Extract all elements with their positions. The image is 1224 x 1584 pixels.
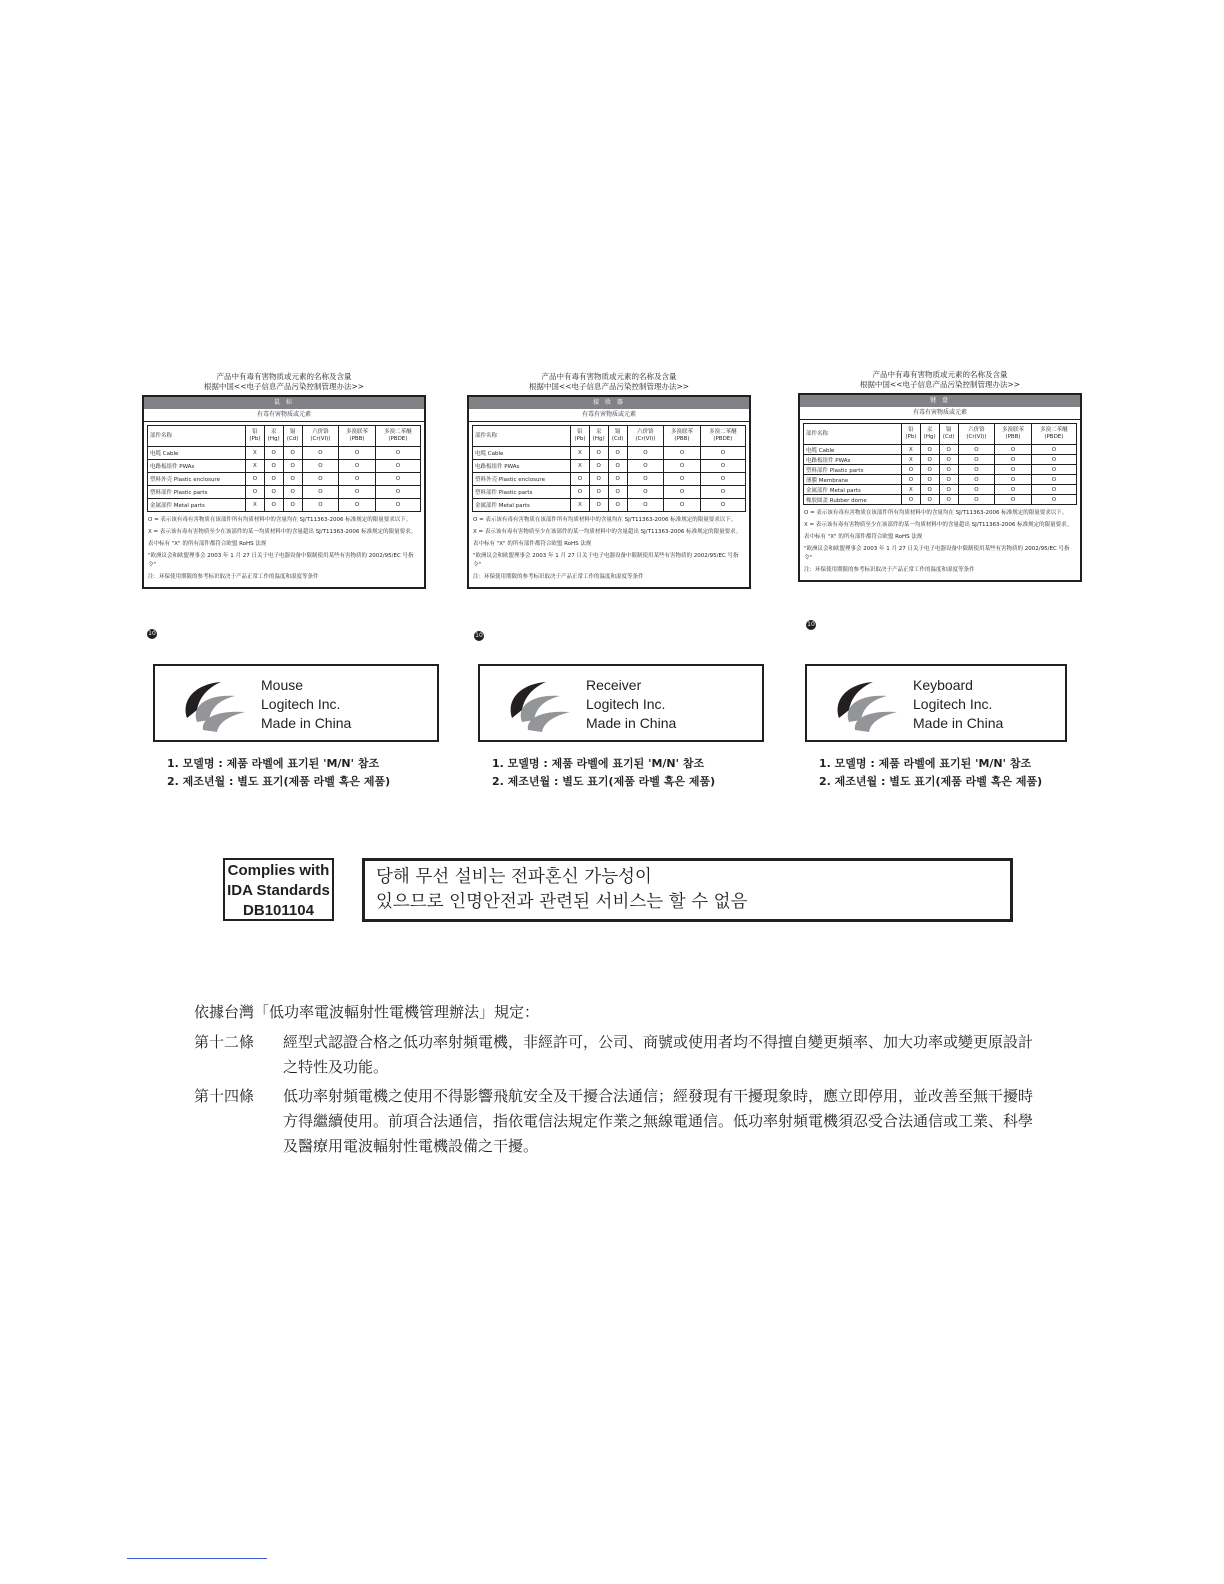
cell: O [302,486,339,499]
rohs-band: 键 盘 [800,395,1080,407]
col-header: 汞 (Hg) [264,426,283,447]
korean-note: 1. 모델명 : 제품 라벨에 표기된 'M/N' 참조 [819,757,1032,770]
rohs-subheader: 有毒有害物质或元素 [800,407,1080,420]
cell: O [608,499,627,512]
col-header: 多溴联苯 (PBB) [995,424,1032,445]
taiwan-intro: 依據台灣「低功率電波輻射性電機管理辦法」規定： [194,1003,540,1021]
note: 注：环保使用期限的参考标识取决于产品正常工作的温度和湿度等条件 [148,574,319,580]
col-header: 多溴联苯 (PBB) [339,426,376,447]
part-name: 电缆 Cable [473,447,571,460]
cell: O [608,486,627,499]
cell: O [700,460,745,473]
table-header-row [148,426,421,447]
maker-name: Logitech Inc. [586,696,666,712]
article-label: 第十二條 [194,1033,255,1051]
cell: O [939,475,958,485]
rohs-grid [147,425,421,512]
korean-notes-mouse [167,755,390,791]
cell: O [339,473,376,486]
cell: O [283,486,302,499]
cell: O [958,485,995,495]
cell: O [302,499,339,512]
cell: O [264,447,283,460]
col-header: 镉 (Cd) [608,426,627,447]
rohs-subtitle: 根据中国<<电子信息产品污染控制管理办法>> [528,382,690,391]
cell: O [375,460,420,473]
note: O = 表示该有毒有害物质在该部件所有均质材料中的含量均在 SJ/T11363-2006 标准规定的限量要求以下。 [473,517,737,523]
article-text: 經型式認證合格之低功率射頻電機，非經許可，公司、商號或使用者均不得擅自變更頻率、加大功率或變更原設計之特性及功能。 [283,1033,1034,1076]
table-row [148,460,421,473]
rohs-subheader: 有毒有害物质或元素 [144,409,424,422]
col-header: 镉 (Cd) [283,426,302,447]
cell: O [664,460,701,473]
cell: O [608,473,627,486]
cell: O [664,499,701,512]
cell: O [339,486,376,499]
cell: X [246,460,264,473]
cell: O [264,460,283,473]
ida-line: IDA Standards [227,882,330,899]
cell: O [589,460,608,473]
cell: O [664,473,701,486]
product-label-receiver [478,664,764,742]
article-label: 第十四條 [194,1087,255,1105]
table-header-row [473,426,746,447]
part-name: 塑料外壳 Plastic enclosure [473,473,571,486]
cell: O [283,499,302,512]
cell: O [1031,465,1076,475]
cell: O [264,486,283,499]
table-row [804,455,1077,465]
part-name: 橡胶圆盖 Rubber dome [804,495,902,505]
article-text: 低功率射頻電機之使用不得影響飛航安全及干擾合法通信；經發現有干擾現象時，應立即停用，並改善至無干擾時方得繼續使用。前項合法通信，指依電信法規定作業之無線電通信。低功率射頻電機須忍受合法通信或工業、科學及醫療用電波輻射性電機設備之干擾。 [283,1087,1034,1155]
part-name: 塑料部件 Plastic parts [473,486,571,499]
table-row [804,475,1077,485]
cell: O [283,473,302,486]
cell: O [627,460,664,473]
cell: O [375,486,420,499]
epp-10-icon: 10 [807,621,815,628]
cell: O [958,455,995,465]
note: O = 表示该有毒有害物质在该部件所有均质材料中的含量均在 SJ/T11363-2006 标准规定的限量要求以下。 [804,510,1068,516]
cell: O [939,465,958,475]
logitech-swoosh-logo [498,674,578,736]
origin: Made in China [261,715,352,731]
cell: O [375,447,420,460]
product-label-mouse [153,664,439,742]
note: 注：环保使用期限的参考标识取决于产品正常工作的温度和湿度等条件 [473,574,644,580]
cell: O [246,473,264,486]
col-header: 铅 (Pb) [571,426,589,447]
cell: O [627,473,664,486]
rohs-grid [803,423,1077,505]
label-text [913,676,1003,733]
table-row [804,465,1077,475]
col-header: 六价铬 (Cr(VI)) [958,424,995,445]
label-text [261,676,351,733]
cell: O [939,495,958,505]
cell: O [283,460,302,473]
part-name: 金属部件 Metal parts [148,499,246,512]
cell: O [264,473,283,486]
korean-note: 2. 제조년월 : 별도 표기(제품 라벨 혹은 제품) [819,775,1043,788]
rohs-grid [472,425,746,512]
cell: O [920,485,939,495]
table-row [473,486,746,499]
col-header: 六价铬 (Cr(VI)) [302,426,339,447]
cell: O [589,447,608,460]
cell: O [1031,455,1076,465]
part-name: 塑料外壳 Plastic enclosure [148,473,246,486]
cell: O [627,486,664,499]
product-name: Mouse [261,677,304,693]
part-name: 金属部件 Metal parts [473,499,571,512]
ida-line: Complies with [227,862,330,879]
korean-note: 1. 모델명 : 제품 라벨에 표기된 'M/N' 참조 [492,757,705,770]
note: O = 表示该有毒有害物质在该部件所有均质材料中的含量均在 SJ/T11363-2006 标准规定的限量要求以下。 [148,517,412,523]
product-label-keyboard [805,664,1067,742]
cell: O [302,473,339,486]
col-header: 多溴联苯 (PBB) [664,426,701,447]
rohs-title: 产品中有毒有害物质或元素的名称及含量 [872,370,1008,379]
note: "欧洲议会和欧盟理事会 2003 年 1 月 27 日关于电子电器设备中限制使用某些有害物质的 2002/95/EC 号指令" [473,553,739,568]
cell: O [920,465,939,475]
cell: O [995,455,1032,465]
table-row [473,460,746,473]
cell: O [283,447,302,460]
cell: O [902,465,920,475]
part-name: 薄膜 Membrane [804,475,902,485]
epp-10-icon: 10 [148,630,156,637]
cell: O [995,495,1032,505]
cell: O [664,486,701,499]
table-row [148,473,421,486]
cell: O [700,447,745,460]
cell: O [920,455,939,465]
table-row [804,485,1077,495]
rohs-frame [798,393,1082,582]
note: 表中标有 "X" 的所有部件都符合欧盟 RoHS 法规 [473,541,592,547]
cell: X [902,485,920,495]
rohs-subheader: 有毒有害物质或元素 [469,409,749,422]
col-header: 多溴二苯醚 (PBDE) [1031,424,1076,445]
rohs-frame [142,395,426,589]
cell: O [939,485,958,495]
cell: O [995,475,1032,485]
part-name: 金属部件 Metal parts [804,485,902,495]
cell: O [958,475,995,485]
cell: O [995,445,1032,455]
note: "欧洲议会和欧盟理事会 2003 年 1 月 27 日关于电子电器设备中限制使用某些有害物质的 2002/95/EC 号指令" [804,546,1070,561]
warning-line: 당해 무선 설비는 전파혼신 가능성이 [376,867,652,887]
cell: O [339,499,376,512]
col-header: 部件名称 [804,424,902,445]
note: X = 表示该有毒有害物质至少在该部件的某一均质材料中的含量超出 SJ/T11363-2006 标准规定的限量要求。 [804,522,1073,528]
epp-10-icon: 10 [475,632,483,639]
korean-note: 2. 제조년월 : 별도 표기(제품 라벨 혹은 제품) [167,775,391,788]
cell: O [902,495,920,505]
note: 注：环保使用期限的参考标识取决于产品正常工作的温度和湿度等条件 [804,567,975,573]
cell: O [1031,475,1076,485]
note: 表中标有 "X" 的所有部件都符合欧盟 RoHS 法规 [148,541,267,547]
korean-radio-warning [362,858,1013,922]
rohs-subtitle: 根据中国<<电子信息产品污染控制管理办法>> [203,382,365,391]
table-row [804,445,1077,455]
rohs-table-receiver [467,372,751,589]
maker-name: Logitech Inc. [913,696,993,712]
cell: O [939,455,958,465]
korean-note: 2. 제조년월 : 별도 표기(제품 라벨 혹은 제품) [492,775,716,788]
cell: X [571,499,589,512]
cell: O [700,473,745,486]
col-header: 六价铬 (Cr(VI)) [627,426,664,447]
logitech-swoosh-logo [173,674,253,736]
rohs-table-mouse [142,372,426,589]
table-row [148,447,421,460]
part-name: 电路板组件 PWAs [473,460,571,473]
cell: O [958,465,995,475]
col-header: 汞 (Hg) [920,424,939,445]
table-row [473,473,746,486]
label-text [586,676,676,733]
cell: X [902,445,920,455]
cell: O [589,486,608,499]
col-header: 部件名称 [148,426,246,447]
cell: O [589,499,608,512]
part-name: 塑料部件 Plastic parts [804,465,902,475]
table-row [473,499,746,512]
cell: O [1031,495,1076,505]
cell: X [246,447,264,460]
cell: O [1031,485,1076,495]
cell: O [939,445,958,455]
cell: O [700,486,745,499]
col-header: 多溴二苯醚 (PBDE) [700,426,745,447]
cell: O [302,447,339,460]
cell: O [571,473,589,486]
cell: O [339,460,376,473]
cell: O [608,460,627,473]
logitech-swoosh-logo [825,674,905,736]
rohs-title: 产品中有毒有害物质或元素的名称及含量 [541,372,677,381]
cell: O [920,495,939,505]
table-row [148,486,421,499]
warning-line: 있으므로 인명안전과 관련된 서비스는 할 수 없음 [376,892,748,912]
cell: O [995,465,1032,475]
cell: O [246,486,264,499]
cell: O [1031,445,1076,455]
rohs-notes [800,505,1080,580]
rohs-subtitle: 根据中国<<电子信息产品污染控制管理办法>> [859,380,1021,389]
cell: O [627,447,664,460]
rohs-notes [144,512,424,587]
part-name: 电缆 Cable [148,447,246,460]
table-row [148,499,421,512]
col-header: 多溴二苯醚 (PBDE) [375,426,420,447]
rohs-table-keyboard [798,370,1082,582]
col-header: 部件名称 [473,426,571,447]
table-row [473,447,746,460]
cell: X [246,499,264,512]
ida-line: DB101104 [243,902,314,919]
col-header: 镉 (Cd) [939,424,958,445]
table-header-row [804,424,1077,445]
cell: O [920,475,939,485]
cell: O [339,447,376,460]
cell: O [375,499,420,512]
maker-name: Logitech Inc. [261,696,341,712]
cell: O [920,445,939,455]
cell: O [302,460,339,473]
part-name: 塑料部件 Plastic parts [148,486,246,499]
rohs-notes [469,512,749,587]
cell: O [902,475,920,485]
cell: O [958,445,995,455]
col-header: 铅 (Pb) [902,424,920,445]
cell: O [589,473,608,486]
cell: O [664,447,701,460]
part-name: 电路板组件 PWAs [804,455,902,465]
note: 表中标有 "X" 的所有部件都符合欧盟 RoHS 法规 [804,534,923,540]
cell: X [902,455,920,465]
cell: X [571,460,589,473]
rohs-band: 鼠 标 [144,397,424,409]
note: X = 表示该有毒有害物质至少在该部件的某一均质材料中的含量超出 SJ/T11363-2006 标准规定的限量要求。 [473,529,742,535]
cell: O [264,499,283,512]
note: "欧洲议会和欧盟理事会 2003 年 1 月 27 日关于电子电器设备中限制使用某些有害物质的 2002/95/EC 号指令" [148,553,414,568]
col-header: 汞 (Hg) [589,426,608,447]
rohs-frame [467,395,751,589]
table-row [804,495,1077,505]
cell: O [995,485,1032,495]
rohs-band: 接 收 器 [469,397,749,409]
cell: O [958,495,995,505]
product-name: Keyboard [913,677,973,693]
product-name: Receiver [586,677,642,693]
cell: O [375,473,420,486]
col-header: 铅 (Pb) [246,426,264,447]
cell: O [627,499,664,512]
cell: X [571,447,589,460]
part-name: 电缆 Cable [804,445,902,455]
korean-notes-keyboard [819,755,1042,791]
origin: Made in China [913,715,1004,731]
korean-note: 1. 모델명 : 제품 라벨에 표기된 'M/N' 참조 [167,757,380,770]
cell: O [700,499,745,512]
origin: Made in China [586,715,677,731]
ida-compliance-label [223,858,334,921]
footnote-rule [127,1558,267,1559]
cell: O [608,447,627,460]
part-name: 电路板组件 PWAs [148,460,246,473]
korean-notes-receiver [492,755,715,791]
rohs-title: 产品中有毒有害物质或元素的名称及含量 [216,372,352,381]
note: X = 表示该有毒有害物质至少在该部件的某一均质材料中的含量超出 SJ/T11363-2006 标准规定的限量要求。 [148,529,417,535]
cell: O [571,486,589,499]
